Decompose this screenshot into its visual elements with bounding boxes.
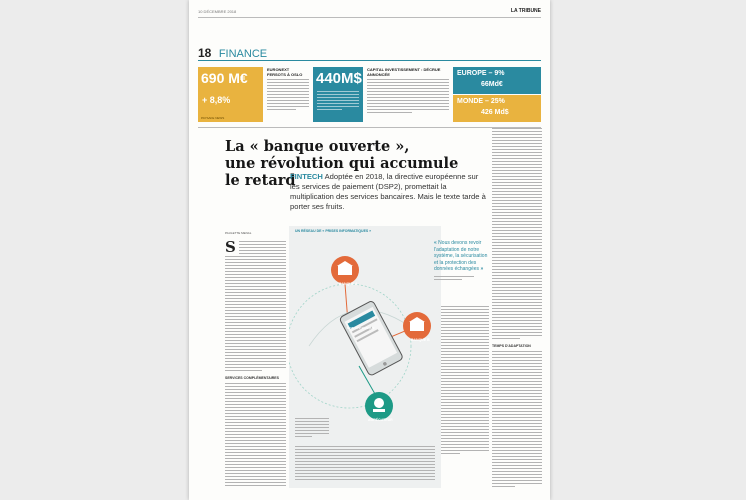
brief-text-1 bbox=[267, 67, 309, 112]
brief-text-2 bbox=[367, 67, 449, 115]
brief-caption-1: PAYSAFE NEWS bbox=[201, 116, 225, 120]
market-box-europe bbox=[453, 67, 541, 94]
infographic-bottom-lines bbox=[295, 446, 435, 482]
issue-date: 10 DÉCEMBRE 2018 bbox=[198, 9, 237, 14]
quote-attribution-lines bbox=[434, 276, 474, 280]
drop-cap: S bbox=[225, 238, 236, 256]
page-header bbox=[198, 8, 541, 16]
brief-body-lines-2 bbox=[367, 79, 449, 113]
bank-a-label: BANQUE A bbox=[339, 282, 358, 286]
newspaper-page bbox=[189, 0, 550, 500]
masthead: LA TRIBUNE bbox=[510, 8, 541, 14]
brief-change-1: + 8,8% bbox=[202, 95, 231, 105]
brief-heading-2: CAPITAL INVESTISSEMENT : DÉCRUE ANNONCÉE bbox=[367, 67, 441, 77]
article-byline: PAULETTE MENAL bbox=[225, 231, 252, 235]
bank-b-label: BANQUE B bbox=[411, 338, 430, 342]
market-value-monde: 426 Md$ bbox=[481, 109, 509, 116]
brief-figure-2: 440M$ bbox=[316, 70, 362, 87]
article-standfirst bbox=[290, 172, 490, 212]
open-banking-infographic bbox=[289, 226, 441, 488]
standfirst-text: Adoptée en 2018, la directive européenne sur les services de paiement (DSP2), promettait la multiplication des services bancaires. Mais le texte tarde à porter ses fruits. bbox=[290, 172, 486, 211]
market-boxes bbox=[453, 67, 541, 122]
page-number: 18 bbox=[198, 46, 212, 60]
brief-figure-box-1 bbox=[198, 67, 263, 122]
aggregator-label: AGRÉGATEUR bbox=[368, 418, 393, 422]
market-value-europe: 66Md€ bbox=[481, 81, 503, 88]
section-rule bbox=[198, 60, 541, 61]
quote-mark: « bbox=[434, 240, 437, 246]
bank-b-icon bbox=[403, 312, 431, 340]
market-label-europe: EUROPE – 9% bbox=[457, 70, 505, 77]
article-headline: La « banque ouverte », une révolution qui accumule le retard bbox=[225, 138, 459, 189]
body-lines-right-top bbox=[492, 128, 542, 341]
body-lines-b bbox=[225, 256, 286, 373]
body-lines-c bbox=[225, 383, 286, 488]
body-lines-d bbox=[441, 306, 489, 456]
pull-quote: « Nous devons revoir l'adaptation de notre système, la sécurisation et la protection des données échangées » bbox=[434, 240, 488, 282]
brief-figure-1: 690 M€ bbox=[201, 70, 248, 86]
briefs-rule bbox=[198, 127, 541, 128]
body-lines-a bbox=[239, 241, 286, 256]
article-kicker: FINTECH bbox=[290, 172, 323, 181]
body-lines-right-bottom bbox=[492, 351, 542, 489]
aggregator-icon bbox=[365, 392, 393, 420]
market-box-monde bbox=[453, 95, 541, 122]
phone-label: MON APP BANQUE bbox=[347, 326, 375, 330]
bank-a-icon bbox=[331, 256, 359, 284]
quote-text: Nous devons revoir l'adaptation de notre système, la sécurisation et la protection des données échangées bbox=[434, 240, 488, 272]
subhead-services: SERVICES COMPLÉMENTAIRES bbox=[225, 376, 279, 380]
market-label-monde: MONDE – 25% bbox=[457, 98, 505, 105]
brief-figure-box-2 bbox=[313, 67, 363, 122]
brief-heading-1: EURONEXT FERSOTS À OSLO bbox=[267, 67, 303, 77]
infographic-heading: UN RÉSEAU DE « PRISES INFORMATIQUES » bbox=[295, 229, 372, 233]
section-name: FINANCE bbox=[218, 48, 268, 60]
brief-body-lines-1 bbox=[267, 79, 309, 110]
infographic-caption-lines bbox=[295, 418, 329, 439]
section-header bbox=[198, 44, 267, 58]
phone-icon bbox=[339, 300, 404, 376]
brief-box-lines-2 bbox=[317, 91, 359, 112]
subhead-adaptation: TEMPS D'ADAPTATION bbox=[492, 344, 531, 348]
header-rule bbox=[198, 17, 541, 18]
